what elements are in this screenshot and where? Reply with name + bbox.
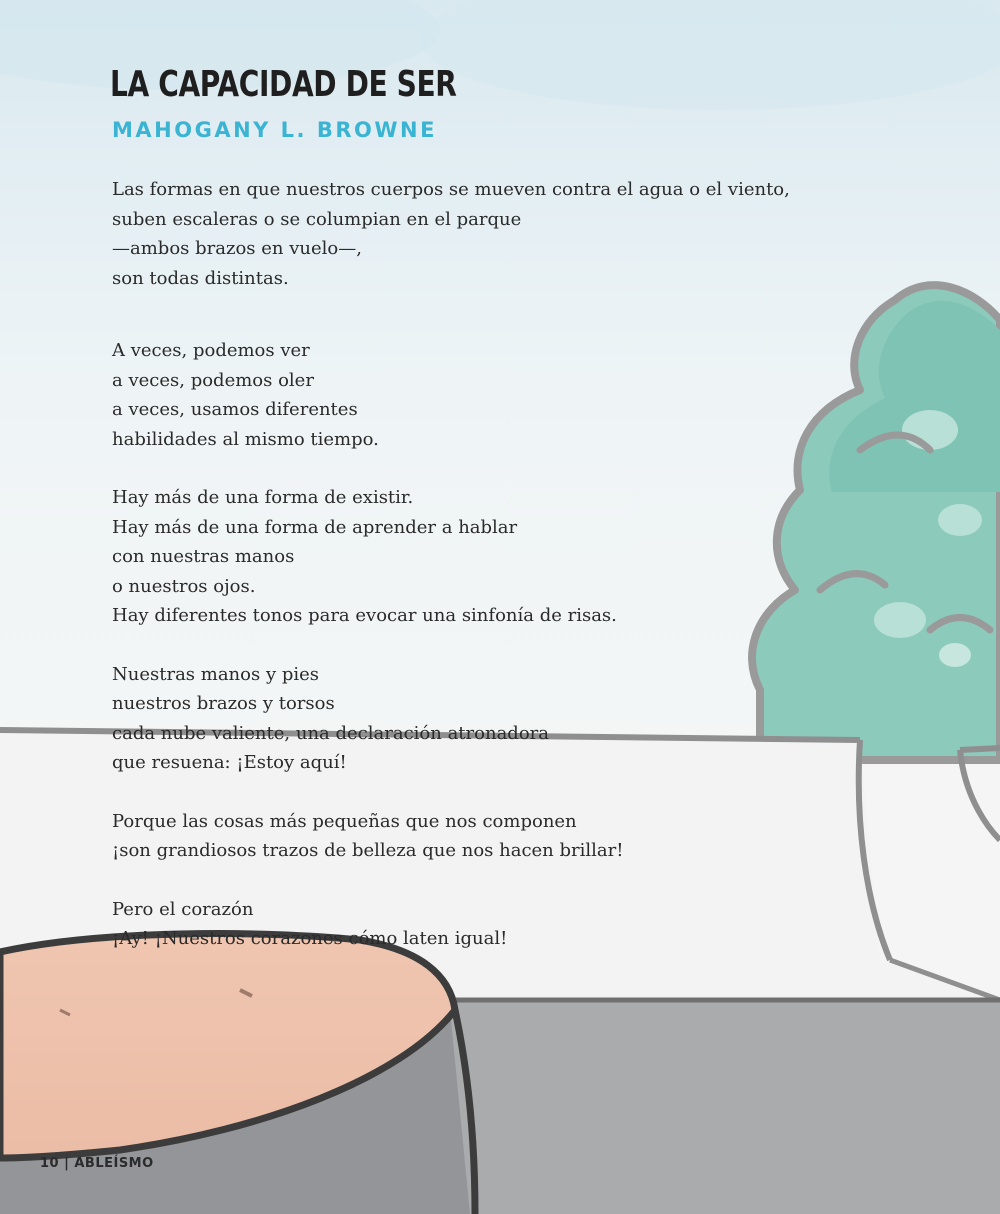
poem-line: a veces, podemos oler	[112, 369, 314, 391]
poem-line: a veces, usamos diferentes	[112, 399, 358, 420]
poem-line: Hay más de una forma de aprender a hablar	[112, 516, 518, 538]
poem-line: Pero el corazón	[112, 898, 254, 920]
poem-line: o nuestros ojos.	[112, 575, 256, 597]
poem-stanza	[112, 483, 832, 631]
page-footer	[40, 1156, 154, 1171]
poem-line: —ambos brazos en vuelo—,	[112, 238, 362, 259]
poem-body	[112, 175, 832, 983]
poem-title: LA CAPACIDAD DE SER	[110, 64, 457, 105]
poem-stanza	[112, 336, 832, 454]
page-number: 10	[40, 1156, 60, 1171]
floor	[430, 1000, 1000, 1214]
poem-line: habilidades al mismo tiempo.	[112, 428, 379, 450]
poem-line: cada nube valiente, una declaración atronadora	[112, 722, 549, 744]
poem-line: ¡Ay! ¡Nuestros corazones cómo laten igual!	[112, 928, 508, 949]
poem-line: Hay más de una forma de existir.	[112, 487, 414, 508]
poem-line: con nuestras manos	[112, 546, 295, 567]
poem-author: MAHOGANY L. BROWNE	[112, 118, 437, 142]
footer-separator: |	[64, 1156, 70, 1171]
poem-line: ¡son grandiosos trazos de belleza que nos hacen brillar!	[112, 840, 624, 861]
poem-line: Nuestras manos y pies	[112, 663, 320, 685]
poem-line: Hay diferentes tonos para evocar una sinfonía de risas.	[112, 605, 617, 626]
poem-stanza	[112, 660, 832, 778]
section-name: ABLEÍSMO	[74, 1156, 154, 1171]
poem-stanza	[112, 895, 832, 954]
poem-line: Porque las cosas más pequeñas que nos componen	[112, 810, 577, 832]
poem-stanza	[112, 807, 832, 866]
poem-line: que resuena: ¡Estoy aquí!	[112, 752, 347, 773]
poem-line: Las formas en que nuestros cuerpos se mueven contra el agua o el viento,	[112, 179, 790, 200]
poem-line: A veces, podemos ver	[112, 340, 310, 361]
poem-stanza	[112, 175, 832, 293]
poem-line: nuestros brazos y torsos	[112, 693, 335, 714]
poem-line: suben escaleras o se columpian en el parque	[112, 208, 522, 230]
poem-line: son todas distintas.	[112, 267, 289, 289]
